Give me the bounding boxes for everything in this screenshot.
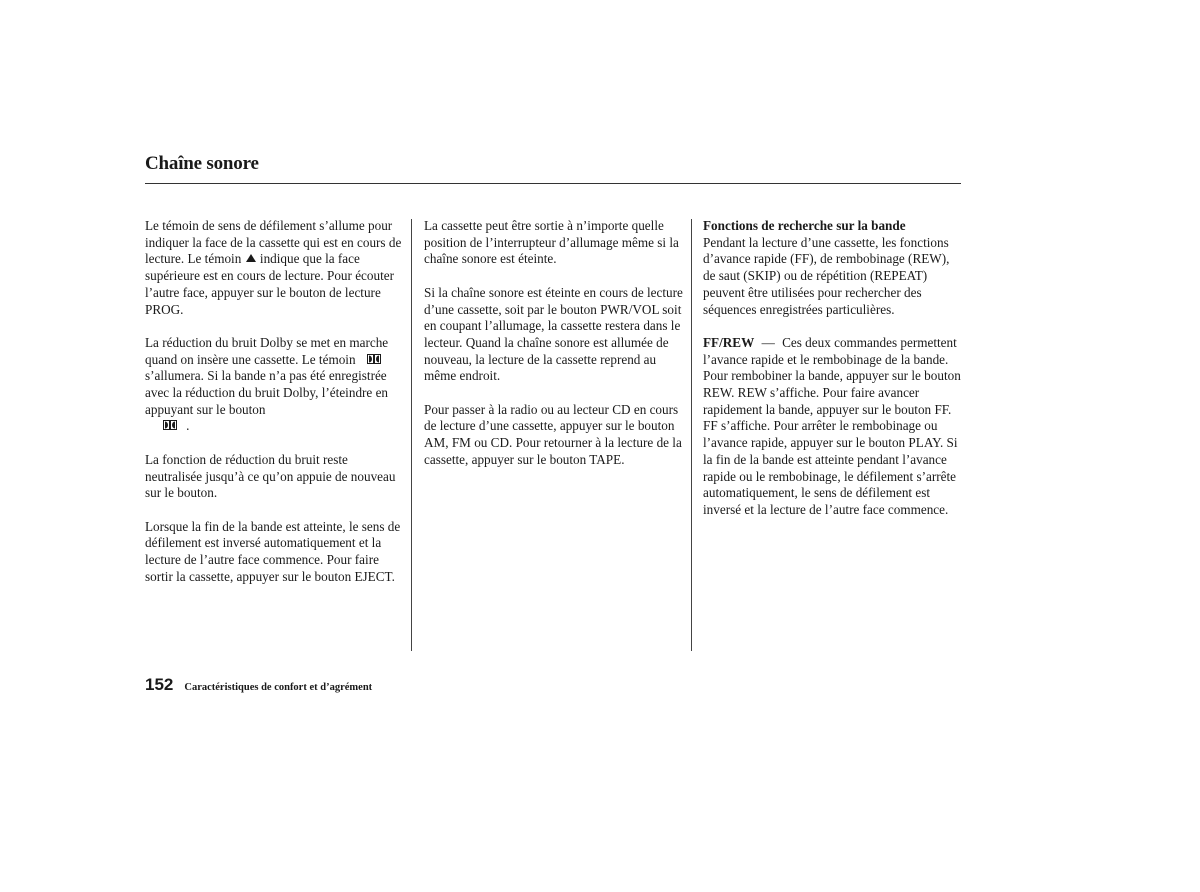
page-number: 152 (145, 675, 174, 694)
section-name: Caractéristiques de confort et d’agrément (184, 682, 373, 693)
paragraph-auto-reverse: Lorsque la fin de la bande est atteinte, le sens de défilement est inversé automatiquement et la lecture de l’autre face commence. Pour faire sortir la cassette, appuyer sur le bouton EJECT. (145, 518, 401, 584)
page-footer (145, 675, 372, 695)
column-divider (691, 219, 692, 651)
column-2 (424, 218, 684, 485)
column-1 (145, 218, 403, 602)
text: Le témoin de sens de défilement s’allume pour indiquer la face de la cassette qui est en cours de lecture. Le témoin (145, 218, 402, 267)
dolby-icon (367, 354, 381, 364)
paragraph-power-off: Si la chaîne sonore est éteinte en cours de lecture d’une cassette, soit par le bouton PWR/VOL soit en coupant l’allumage, la cassette restera dans le lecteur. Quand la chaîne sonore est allumée de nouveau, la lecture de la cassette reprend au même endroit. (424, 284, 683, 384)
title-rule (145, 183, 961, 184)
page-title: Chaîne sonore (145, 153, 259, 174)
ff-rew-label: FF/REW (703, 334, 755, 350)
text: Ces deux commandes permettent l’avance rapide et le rembobinage de la bande. Pour rembobiner la bande, appuyer sur le bouton REW. REW s’affiche. Pour faire avancer rapidement la bande, appuyer sur le bouton FF. FF s’affiche. Pour arrêter le rembobinage ou l’avance rapide, appuyer sur le bouton PLAY. Si la fin de la bande est atteinte pendant l’avance rapide ou le rembobinage, le défilement s’arrête automatiquement, le sens de défilement est inversé et la lecture de l’autre face commence. (703, 334, 961, 517)
paragraph-search-functions (703, 218, 961, 318)
dolby-icon (163, 420, 177, 430)
column-divider (411, 219, 412, 651)
text: Pendant la lecture d’une cassette, les fonctions d’avance rapide (FF), de rembobinage (REW), de saut (SKIP) ou de répétition (REPEAT) peuvent être utilisées pour rechercher des séquences enregistrées particulières. (703, 234, 950, 317)
em-dash: — (761, 334, 775, 350)
text: . (186, 418, 190, 434)
up-triangle-icon (246, 254, 256, 262)
text: indique que la face supérieure est en cours de lecture. Pour écouter l’autre face, appuyer sur le bouton de lecture PROG. (145, 251, 394, 317)
paragraph-noise-reduction: La fonction de réduction du bruit reste neutralisée jusqu’à ce qu’on appuie de nouveau sur le bouton. (145, 451, 396, 501)
text: La réduction du bruit Dolby se met en marche quand on insère une cassette. Le témoin (145, 334, 389, 367)
paragraph-eject: La cassette peut être sortie à n’importe quelle position de l’interrupteur d’allumage même si la chaîne sonore est éteinte. (424, 218, 679, 267)
paragraph-direction-indicator (145, 218, 403, 318)
text: s’allumera. Si la bande n’a pas été enregistrée avec la réduction du bruit Dolby, l’éteindre en appuyant sur le bouton (145, 368, 389, 417)
paragraph-ff-rew (703, 335, 961, 519)
paragraph-dolby (145, 335, 403, 435)
section-heading: Fonctions de recherche sur la bande (703, 218, 906, 233)
paragraph-switch-source: Pour passer à la radio ou au lecteur CD en cours de lecture d’une cassette, appuyer sur le bouton AM, FM ou CD. Pour retourner à la lecture de la cassette, appuyer sur le bouton TAPE. (424, 401, 682, 467)
column-3 (703, 218, 961, 535)
